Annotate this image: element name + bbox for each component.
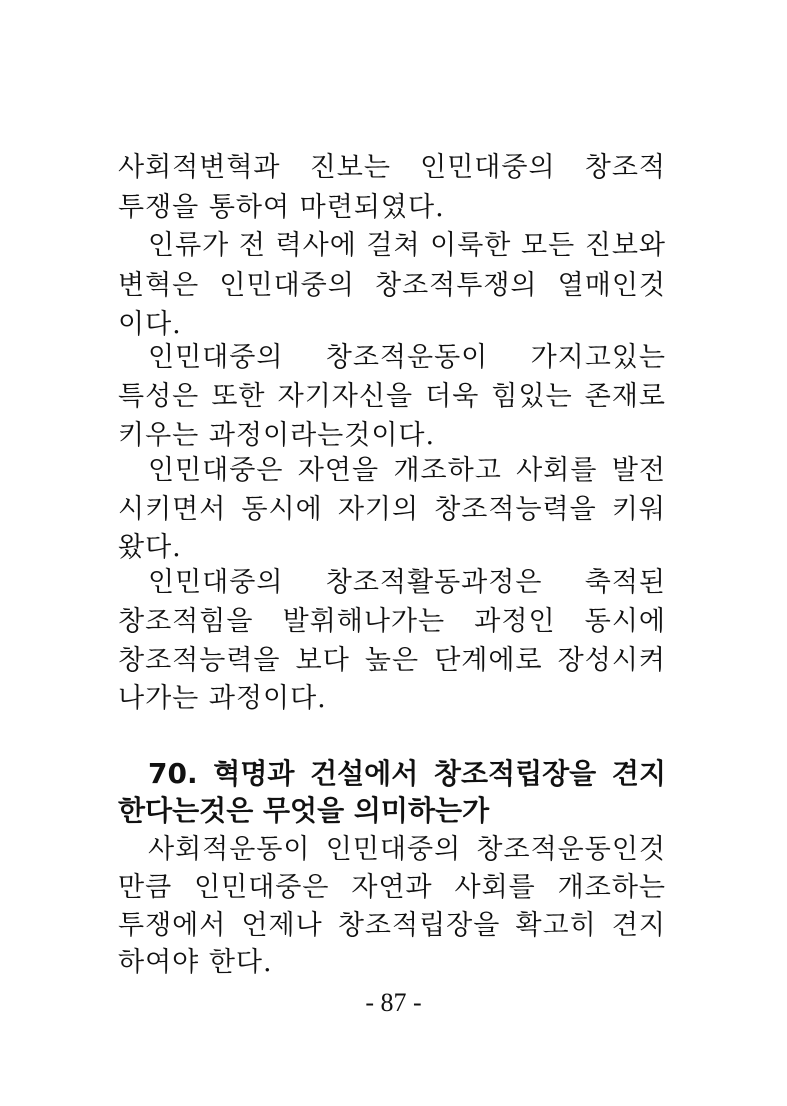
paragraph-2-line-3: 이다. xyxy=(118,309,182,340)
answer-line-4: 하여야 한다. xyxy=(118,947,273,978)
paragraph-3-line-1: 인민대중의 창조적운동이 가지고있는 xyxy=(148,342,666,373)
answer-line-1: 사회적운동이 인민대중의 창조적운동인것 xyxy=(148,834,666,865)
paragraph-1-line-2: 투쟁을 통하여 마련되였다. xyxy=(118,192,445,223)
answer-line-3: 투쟁에서 언제나 창조적립장을 확고히 견지 xyxy=(118,910,666,941)
paragraph-5-line-2: 창조적힘을 발휘해나가는 과정인 동시에 xyxy=(118,606,666,637)
paragraph-1-line-1: 사회적변혁과 진보는 인민대중의 창조적 xyxy=(118,152,666,183)
paragraph-2-line-2: 변혁은 인민대중의 창조적투쟁의 열매인것 xyxy=(118,270,666,301)
paragraph-4-line-2: 시키면서 동시에 자기의 창조적능력을 키워 xyxy=(118,494,666,525)
paragraph-3-line-3: 키우는 과정이라는것이다. xyxy=(118,420,436,451)
paragraph-2-line-1: 인류가 전 력사에 걸쳐 이룩한 모든 진보와 xyxy=(148,230,666,261)
paragraph-4-line-1: 인민대중은 자연을 개조하고 사회를 발전 xyxy=(148,455,666,486)
answer-line-2: 만큼 인민대중은 자연과 사회를 개조하는 xyxy=(118,872,666,903)
paragraph-5-line-1: 인민대중의 창조적활동과정은 축적된 xyxy=(148,567,666,598)
page-number: - 87 - xyxy=(365,988,422,1017)
question-heading-line-2: 한다는것은 무엇을 의미하는가 xyxy=(118,794,490,827)
paragraph-4-line-3: 왔다. xyxy=(118,532,182,563)
paragraph-5-line-4: 나가는 과정이다. xyxy=(118,683,327,714)
question-heading-line-1: 70. 혁명과 건설에서 창조적립장을 견지 xyxy=(148,757,666,790)
paragraph-5-line-3: 창조적능력을 보다 높은 단계에로 장성시켜 xyxy=(118,645,666,676)
paragraph-3-line-2: 특성은 또한 자기자신을 더욱 힘있는 존재로 xyxy=(118,381,666,412)
